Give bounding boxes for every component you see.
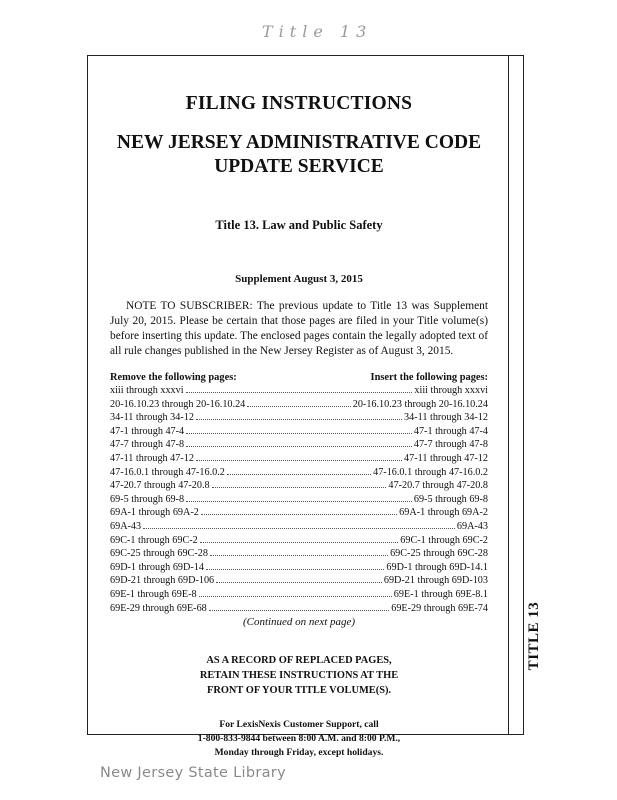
insert-pages: 47-16.0.1 through 47-16.0.2 — [373, 466, 488, 478]
remove-pages: 47-7 through 47-8 — [110, 439, 185, 451]
dot-leader — [209, 602, 389, 611]
record-line-3: FRONT OF YOUR TITLE VOLUME(S). — [206, 685, 392, 697]
insert-pages: 69E-1 through 69E-8.1 — [393, 588, 488, 600]
support-line-1: For LexisNexis Customer Support, call — [219, 719, 379, 731]
insert-pages: 69C-1 through 69C-2 — [400, 534, 488, 546]
insert-pages: 47-7 through 47-8 — [413, 439, 488, 451]
remove-pages: 69C-1 through 69C-2 — [110, 534, 198, 546]
remove-pages: 47-20.7 through 47-20.8 — [110, 480, 210, 492]
page-list-row — [110, 438, 488, 452]
tab-divider — [508, 55, 509, 735]
page-list-row — [110, 588, 488, 602]
remove-pages: 69D-1 through 69D-14 — [110, 561, 204, 573]
insert-pages: 69A-43 — [456, 520, 488, 532]
remove-pages: 47-16.0.1 through 47-16.0.2 — [110, 466, 225, 478]
remove-pages: xiii through xxxvi — [110, 385, 184, 396]
subscriber-note-text: NOTE TO SUBSCRIBER: The previous update to Title 13 was Supplement July 20, 2015. Please be certain that those pages are filed in your Title volume(s) before inserting this update. The enclosed pages contain the legally adopted text of all rule changes published in the New Jersey Register as of August 3, 2015. — [110, 300, 488, 357]
customer-support — [110, 718, 488, 760]
page-list-row — [110, 398, 488, 412]
continued-note: (Continued on next page) — [242, 616, 356, 629]
support-line-3: Monday through Friday, except holidays. — [214, 747, 384, 759]
page-list — [110, 384, 488, 615]
page-list-row — [110, 452, 488, 466]
dot-leader — [227, 466, 371, 475]
remove-pages: 69D-21 through 69D-106 — [110, 575, 215, 587]
code-heading-line2: UPDATE SERVICE — [214, 156, 384, 177]
code-heading — [110, 131, 488, 179]
dot-leader — [212, 479, 387, 488]
handwritten-mark: Title 13 — [262, 22, 373, 41]
dot-leader — [206, 561, 384, 570]
page-list-row — [110, 425, 488, 439]
insert-pages: 47-11 through 47-12 — [404, 452, 488, 464]
remove-pages: 47-11 through 47-12 — [110, 452, 194, 464]
dot-leader — [186, 425, 412, 434]
dot-leader — [196, 452, 402, 461]
page-list-row — [110, 384, 488, 398]
filing-instructions-content — [110, 85, 488, 760]
page-list-row — [110, 561, 488, 575]
insert-header: Insert the following pages: — [370, 372, 488, 383]
dot-leader — [143, 520, 455, 529]
insert-pages: 20-16.10.23 through 20-16.10.24 — [352, 398, 488, 410]
filing-instructions-heading: FILING INSTRUCTIONS — [185, 93, 413, 114]
library-stamp: New Jersey State Library — [100, 765, 286, 781]
record-instructions — [110, 653, 488, 698]
page-list-row — [110, 534, 488, 548]
page-list-row — [110, 411, 488, 425]
remove-pages: 69E-1 through 69E-8 — [110, 588, 197, 600]
remove-pages: 34-11 through 34-12 — [110, 412, 194, 424]
title-name: Title 13. Law and Public Safety — [215, 218, 383, 232]
insert-pages: 69-5 through 69-8 — [413, 493, 488, 505]
record-line-1: AS A RECORD OF REPLACED PAGES, — [206, 655, 392, 667]
code-heading-line1: NEW JERSEY ADMINISTRATIVE CODE — [116, 132, 482, 153]
dot-leader — [247, 398, 350, 407]
insert-pages: 34-11 through 34-12 — [404, 412, 488, 424]
dot-leader — [210, 547, 388, 556]
insert-pages: xiii through xxxvi — [414, 385, 488, 396]
insert-pages: 47-1 through 47-4 — [413, 425, 488, 437]
insert-pages: 69D-1 through 69D-14.1 — [386, 561, 488, 573]
remove-pages: 20-16.10.23 through 20-16.10.24 — [110, 398, 246, 410]
remove-pages: 69-5 through 69-8 — [110, 493, 185, 505]
supplement-date: Supplement August 3, 2015 — [235, 273, 363, 285]
page-list-row — [110, 602, 488, 616]
dot-leader — [186, 493, 412, 502]
dot-leader — [196, 411, 402, 420]
dot-leader — [216, 574, 382, 583]
record-line-2: RETAIN THESE INSTRUCTIONS AT THE — [199, 670, 399, 682]
remove-pages: 69A-1 through 69A-2 — [110, 507, 199, 519]
subscriber-note — [110, 299, 488, 359]
page-list-row — [110, 506, 488, 520]
remove-pages: 47-1 through 47-4 — [110, 425, 185, 437]
page-list-header — [110, 371, 488, 384]
dot-leader — [201, 506, 397, 515]
page-list-row — [110, 493, 488, 507]
page-list-row — [110, 520, 488, 534]
page-list-row — [110, 479, 488, 493]
remove-header: Remove the following pages: — [110, 372, 237, 383]
dot-leader — [200, 534, 399, 543]
remove-pages: 69A-43 — [110, 520, 142, 532]
page-list-row — [110, 466, 488, 480]
support-line-2: 1-800-833-9844 between 8:00 A.M. and 8:00 P.M., — [197, 733, 401, 745]
insert-pages: 69A-1 through 69A-2 — [399, 507, 488, 519]
insert-pages: 69E-29 through 69E-74 — [391, 602, 488, 614]
insert-pages: 69C-25 through 69C-28 — [390, 548, 488, 560]
dot-leader — [199, 588, 392, 597]
insert-pages: 47-20.7 through 47-20.8 — [388, 480, 488, 492]
insert-pages: 69D-21 through 69D-103 — [383, 575, 488, 587]
title-tab-label: TITLE 13 — [526, 601, 542, 671]
page-list-row — [110, 574, 488, 588]
dot-leader — [186, 384, 413, 393]
page-list-row — [110, 547, 488, 561]
remove-pages: 69C-25 through 69C-28 — [110, 548, 208, 560]
dot-leader — [186, 438, 412, 447]
remove-pages: 69E-29 through 69E-68 — [110, 602, 207, 614]
